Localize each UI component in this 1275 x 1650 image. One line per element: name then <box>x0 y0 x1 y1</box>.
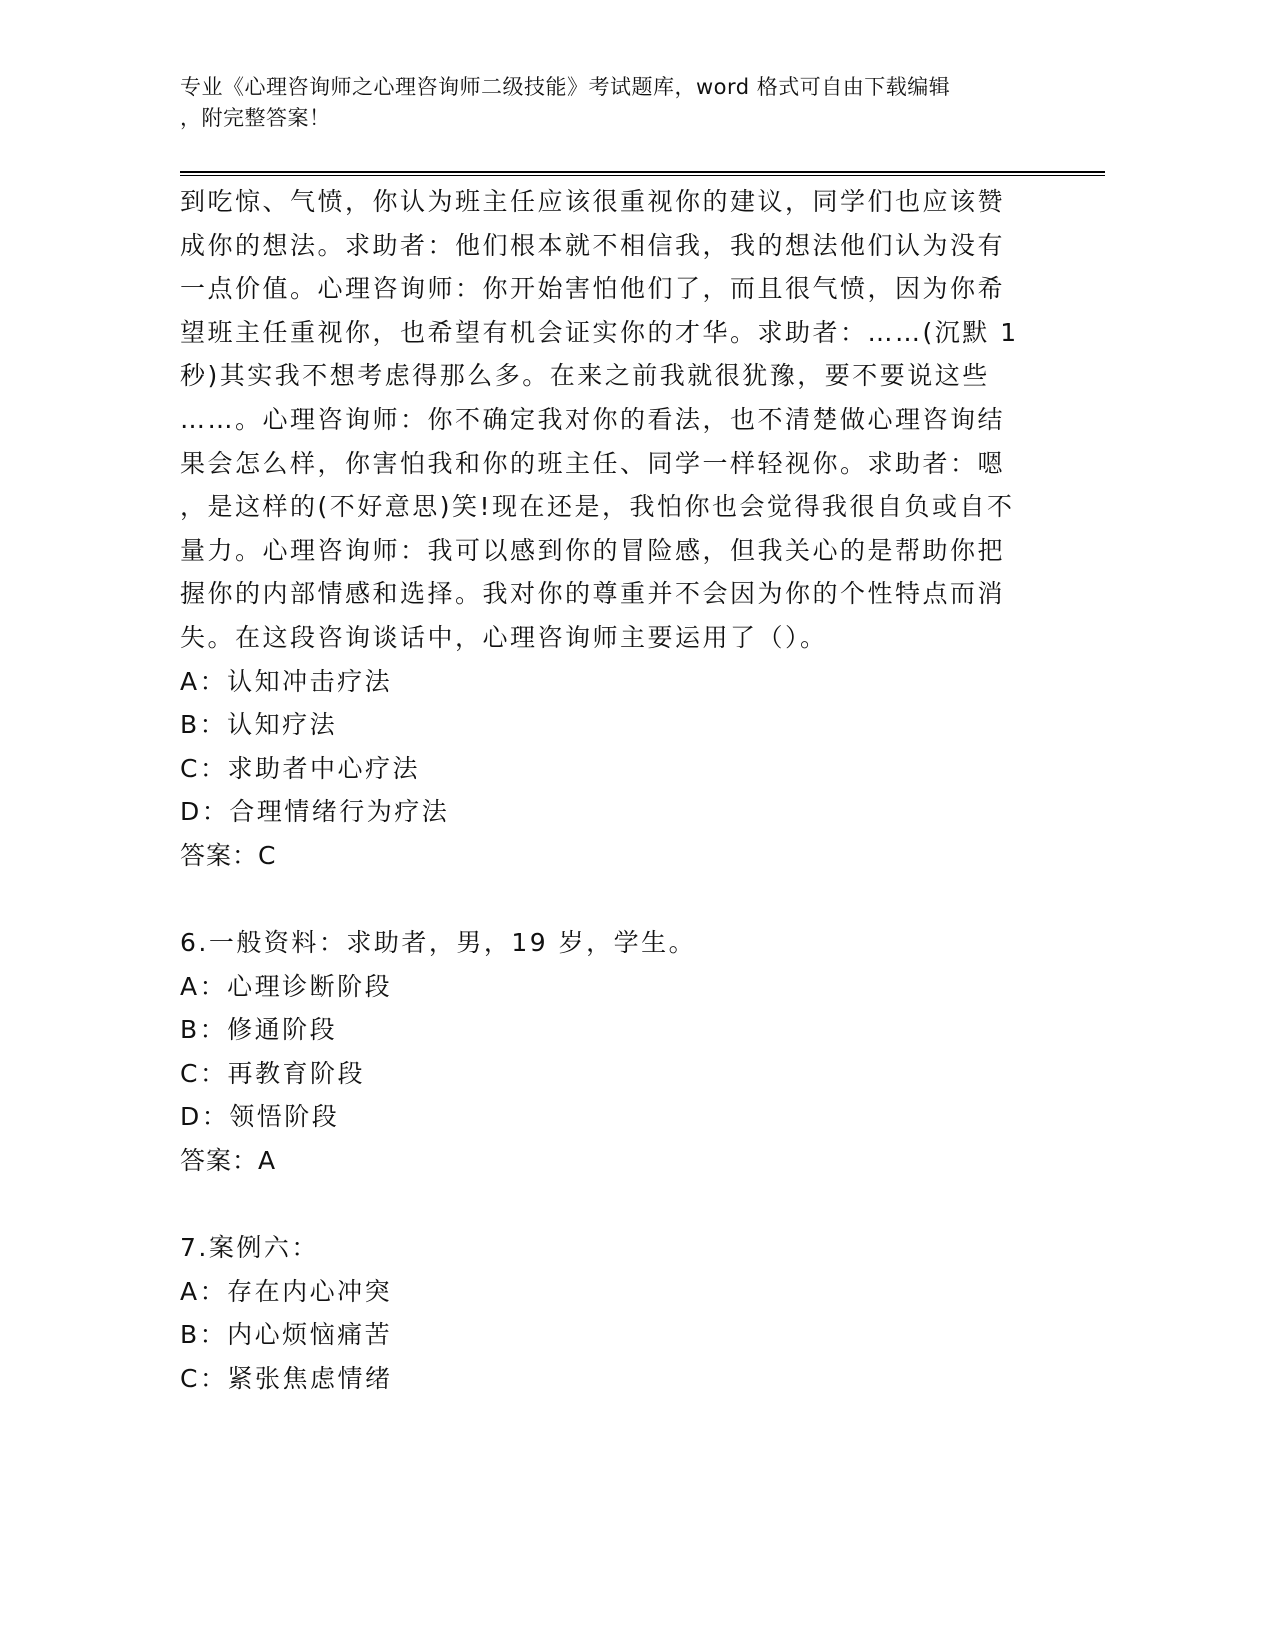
question-stem-line: ，是这样的(不好意思)笑!现在还是，我怕你也会觉得我很自负或自不 <box>180 492 1015 522</box>
option-c: C：紧张焦虑情绪 <box>180 1364 393 1394</box>
option-d: D：合理情绪行为疗法 <box>180 797 450 827</box>
answer: 答案：A <box>180 1146 277 1176</box>
question-stem-line: 握你的内部情感和选择。我对你的尊重并不会因为你的个性特点而消 <box>180 579 1006 609</box>
question-stem-line: 成你的想法。求助者：他们根本就不相信我，我的想法他们认为没有 <box>180 230 1006 260</box>
option-d: D：领悟阶段 <box>180 1102 340 1132</box>
header-line-1: 专业《心理咨询师之心理咨询师二级技能》考试题库，word 格式可自由下载编辑 <box>180 75 951 99</box>
question-5 <box>180 180 1060 878</box>
option-c: C：求助者中心疗法 <box>180 753 420 783</box>
question-stem-line: 一点价值。心理咨询师：你开始害怕他们了，而且很气愤，因为你希 <box>180 274 1006 304</box>
document-body <box>180 180 1060 1401</box>
question-7 <box>180 1226 1060 1400</box>
option-a: A：心理诊断阶段 <box>180 971 393 1001</box>
option-c: C：再教育阶段 <box>180 1058 365 1088</box>
question-stem-line: 量力。心理咨询师：我可以感到你的冒险感，但我关心的是帮助你把 <box>180 535 1006 565</box>
spacer <box>180 1183 1060 1227</box>
spacer <box>180 878 1060 922</box>
header-rule-thick <box>180 171 1105 173</box>
question-6 <box>180 921 1060 1183</box>
header-line-2: ，附完整答案！ <box>180 106 331 130</box>
option-b: B：认知疗法 <box>180 710 338 740</box>
option-b: B：内心烦恼痛苦 <box>180 1320 393 1350</box>
question-stem-line: 失。在这段咨询谈话中，心理咨询师主要运用了（）。 <box>180 622 828 652</box>
question-stem-line: 果会怎么样，你害怕我和你的班主任、同学一样轻视你。求助者：嗯 <box>180 448 1006 478</box>
header-rule-thin <box>180 175 1105 176</box>
option-a: A：存在内心冲突 <box>180 1276 393 1306</box>
question-stem: 6.一般资料：求助者，男，19 岁，学生。 <box>180 928 697 958</box>
document-header <box>180 72 1040 134</box>
option-b: B：修通阶段 <box>180 1015 338 1045</box>
answer: 答案：C <box>180 840 277 870</box>
question-stem-line: 望班主任重视你，也希望有机会证实你的才华。求助者：……(沉默 1 <box>180 317 1019 347</box>
question-stem-line: 到吃惊、气愤，你认为班主任应该很重视你的建议，同学们也应该赞 <box>180 187 1006 216</box>
question-stem-line: 秒)其实我不想考虑得那么多。在来之前我就很犹豫，要不要说这些 <box>180 361 990 391</box>
question-stem: 7.案例六： <box>180 1233 319 1263</box>
option-a: A：认知冲击疗法 <box>180 666 393 696</box>
question-stem-line: ……。心理咨询师：你不确定我对你的看法，也不清楚做心理咨询结 <box>180 404 1006 434</box>
